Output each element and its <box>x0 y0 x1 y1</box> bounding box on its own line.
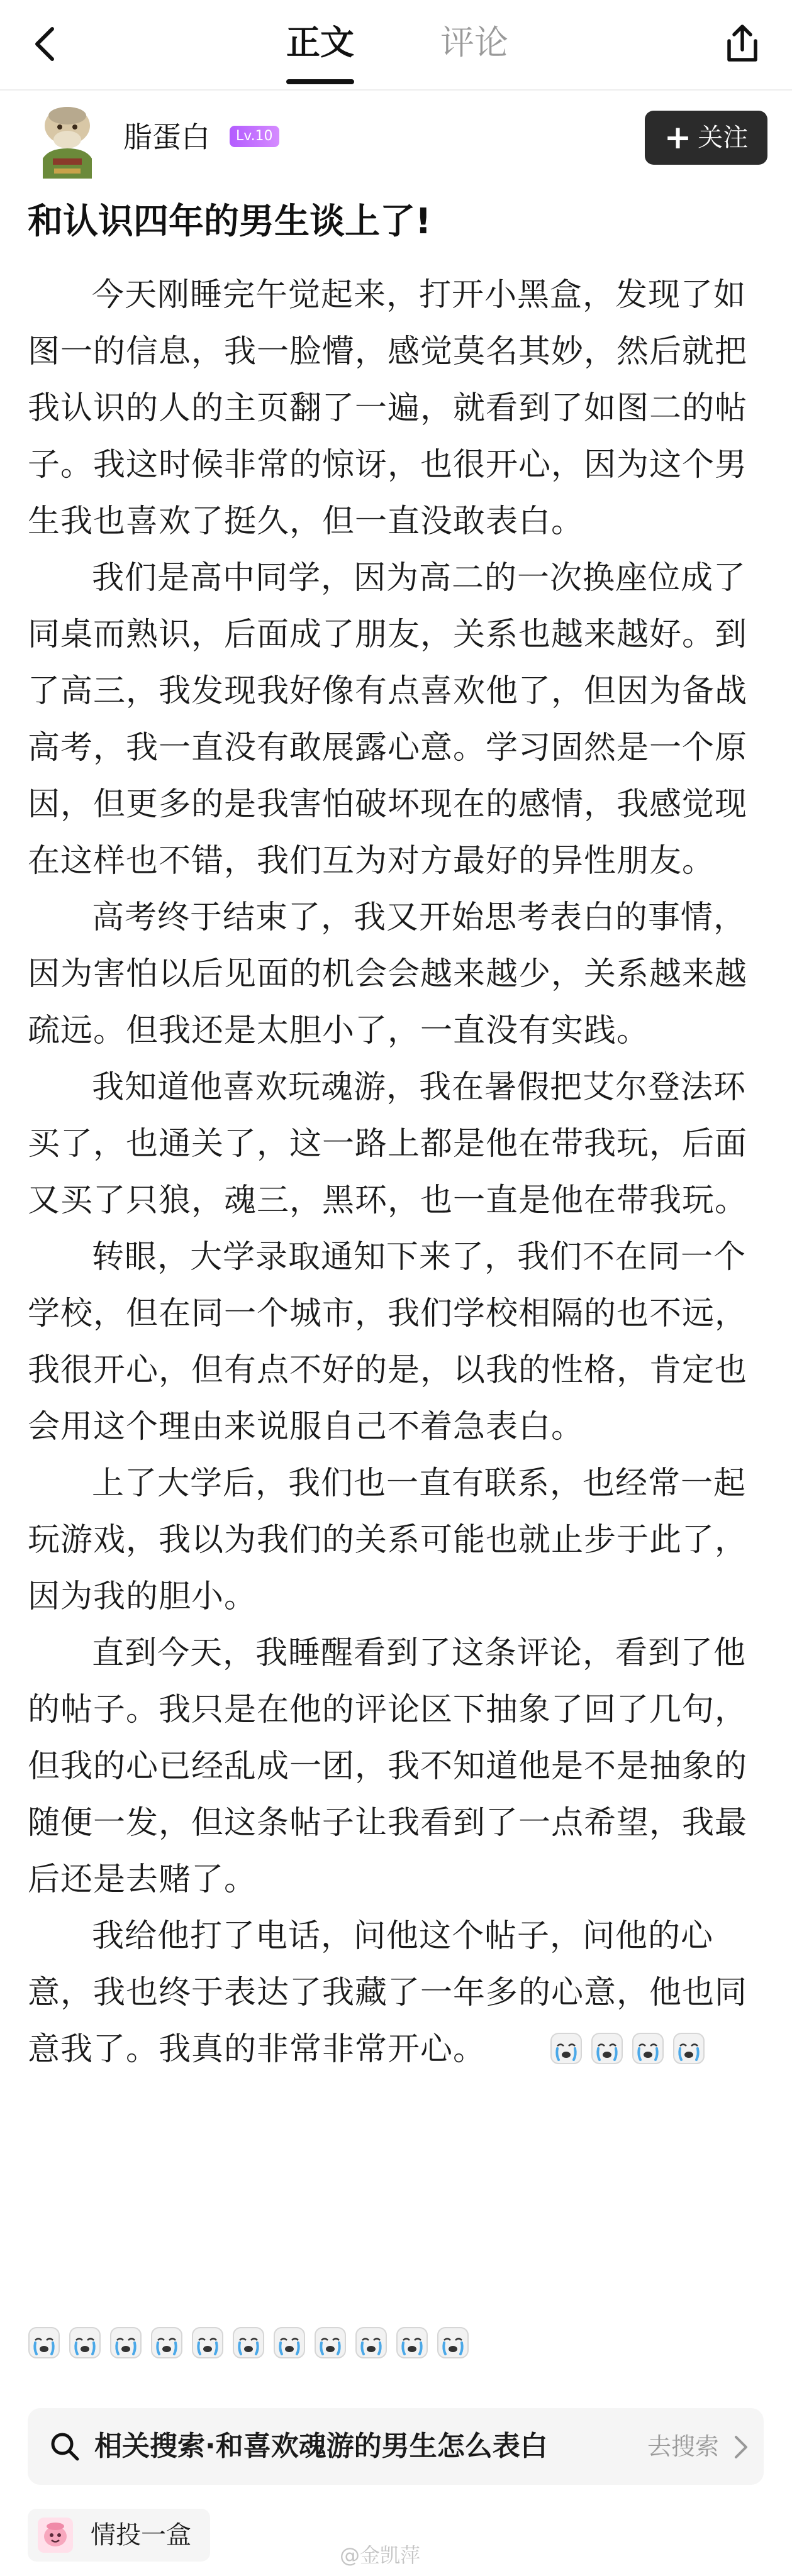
paragraph: 转眼，大学录取通知下来了，我们不在同一个学校，但在同一个城市，我们学校相隔的也不远，我很开心，但有点不好的是，以我的性格，肯定也会用这个理由来说服自己不着急表白。 <box>28 1239 748 1446</box>
paragraph: 高考终于结束了，我又开始思考表白的事情，因为害怕以后见面的机会会越来越少，关系越来越疏远。但我还是太胆小了，一直没有实践。 <box>28 899 748 1049</box>
author-name[interactable]: 脂蛋白 <box>123 120 210 154</box>
crying-face-icon <box>28 2326 60 2359</box>
follow-label: 关注 <box>698 123 749 152</box>
emoji-line <box>28 2326 477 2364</box>
author-row <box>0 94 792 182</box>
collection-tag[interactable] <box>28 2509 210 2562</box>
tab-comments[interactable]: 评论 <box>440 23 508 62</box>
collection-icon <box>38 2518 73 2553</box>
crying-face-icon <box>437 2326 469 2359</box>
watermark: @金凯萍 <box>340 2543 421 2567</box>
paragraph: 我们是高中同学，因为高二的一次换座位成了同桌而熟识，后面成了朋友，关系也越来越好。到了高三，我发现我好像有点喜欢他了，但因为备战高考，我一直没有敢展露心意。学习固然是一个原因，但更多的是我害怕破坏现在的感情，我感觉现在这样也不错，我们互为对方最好的异性朋友。 <box>28 560 748 880</box>
post-title: 和认识四年的男生谈上了! <box>28 201 432 242</box>
chevron-left-icon <box>33 26 55 62</box>
crying-face-icon <box>273 2326 306 2359</box>
share-icon <box>723 23 762 65</box>
crying-face-icon <box>632 2032 664 2065</box>
tab-main-text[interactable]: 正文 <box>286 23 354 62</box>
paragraph: 我知道他喜欢玩魂游，我在暑假把艾尔登法环买了，也通关了，这一路上都是他在带我玩，后面又买了只狼，魂三，黑环，也一直是他在带我玩。 <box>28 1069 748 1219</box>
share-button[interactable] <box>717 19 767 69</box>
post-body <box>28 267 773 2078</box>
search-icon <box>49 2431 81 2462</box>
follow-button[interactable] <box>645 111 767 165</box>
paragraph-last-text: 我给他打了电话，问他这个帖子，问他的心意，我也终于表达了我藏了一年多的心意，他也同意我了。我真的非常非常开心。 <box>28 1918 748 2068</box>
crying-face-icon <box>191 2326 224 2359</box>
crying-face-icon <box>355 2326 388 2359</box>
crying-face-icon <box>550 2032 583 2065</box>
plus-icon: + <box>664 119 692 157</box>
avatar[interactable] <box>30 98 104 179</box>
chevron-right-icon <box>733 2435 749 2460</box>
paragraph-last <box>28 1908 773 2078</box>
related-search-text: 相关搜索·和喜欢魂游的男生怎么表白 <box>94 2430 548 2462</box>
crying-face-icon <box>109 2326 142 2359</box>
related-search-box[interactable] <box>28 2408 764 2485</box>
nav-divider <box>0 89 792 91</box>
crying-face-icon <box>672 2032 705 2065</box>
paragraph: 上了大学后，我们也一直有联系，也经常一起玩游戏，我以为我们的关系可能也就止步于此了，因为我的胆小。 <box>28 1465 748 1615</box>
crying-face-icon <box>314 2326 347 2359</box>
collection-label: 情投一盒 <box>91 2521 191 2550</box>
top-nav-bar <box>0 0 792 88</box>
crying-face-icon <box>150 2326 183 2359</box>
level-badge: Lv.10 <box>230 126 279 147</box>
go-search-button[interactable]: 去搜索 <box>647 2433 720 2460</box>
crying-face-icon <box>232 2326 265 2359</box>
crying-face-icon <box>591 2032 623 2065</box>
paragraph: 今天刚睡完午觉起来，打开小黑盒，发现了如图一的信息，我一脸懵，感觉莫名其妙，然后就把我认识的人的主页翻了一遍，就看到了如图二的帖子。我这时候非常的惊讶，也很开心，因为这个男生我也喜欢了挺久，但一直没敢表白。 <box>28 277 748 540</box>
inline-emoji-row <box>486 2021 713 2078</box>
paragraph: 直到今天，我睡醒看到了这条评论，看到了他的帖子。我只是在他的评论区下抽象了回了几句，但我的心已经乱成一团，我不知道他是不是抽象的随便一发，但这条帖子让我看到了一点希望，我最后还是去赌了。 <box>28 1635 748 1898</box>
active-tab-indicator <box>286 79 354 84</box>
crying-face-icon <box>69 2326 101 2359</box>
back-button[interactable] <box>25 19 63 69</box>
crying-face-icon <box>396 2326 428 2359</box>
